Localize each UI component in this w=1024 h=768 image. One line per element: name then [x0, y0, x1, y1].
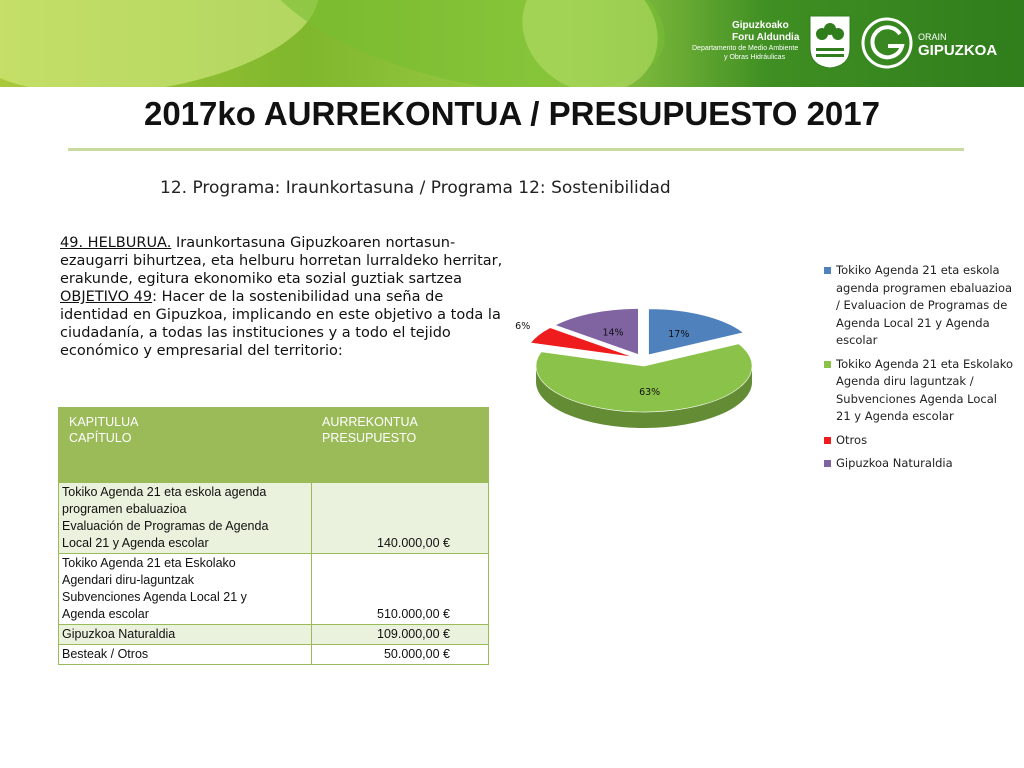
brand-small: ORAIN: [918, 32, 947, 42]
table-header-row: [59, 408, 489, 483]
page-title: 2017ko AURREKONTUA / PRESUPUESTO 2017: [143, 95, 880, 132]
header-banner: [0, 0, 1024, 87]
objective-text: [60, 234, 510, 360]
table-row: [59, 483, 489, 554]
budget-header: [312, 408, 489, 483]
legend-label: Otros: [836, 432, 868, 447]
title-divider: [68, 148, 964, 151]
leaf-decoration: [0, 0, 329, 87]
row-label-line: Besteak / Otros: [62, 647, 149, 661]
row-label-line: Gipuzkoa Naturaldia: [62, 627, 176, 641]
pie-data-label: 14%: [602, 327, 624, 339]
row-label-line: Agendari diru-laguntzak: [62, 573, 195, 587]
row-label: [59, 645, 312, 665]
budget-table: [58, 407, 489, 665]
objetivo-label: OBJETIVO 49: [60, 289, 153, 305]
row-label-line: Tokiko Agenda 21 eta eskola agenda: [62, 485, 267, 499]
row-label: [59, 625, 312, 645]
pie-chart: [505, 290, 765, 450]
program-subtitle: 12. Programa: Iraunkortasuna / Programa 12: Sostenibilidad: [160, 178, 671, 198]
budget-header-es: PRESUPUESTO: [322, 431, 417, 445]
row-label-line: Local 21 y Agenda escolar: [62, 536, 209, 550]
org-name-line2: Foru Aldundia: [732, 32, 800, 43]
coat-of-arms-icon: [808, 14, 852, 70]
objetivo-text: : Hacer de la sostenibilidad una seña de identidad en Gipuzkoa, implicando en este objetivo a toda la ciudadanía, a todas las instituciones y a todo el tejido económico y empresarial del territorio:: [60, 289, 501, 359]
chapter-header-eu: KAPITULUA: [69, 415, 139, 429]
legend-swatch: [824, 361, 831, 368]
row-label-line: Tokiko Agenda 21 eta Eskolako: [62, 556, 236, 570]
pie-data-label: 6%: [515, 320, 531, 332]
row-label-line: Agenda escolar: [62, 607, 149, 621]
legend-label: Tokiko Agenda 21 eta eskola agenda programen ebaluazioa / Evaluacion de Programas de Agenda Local 21 y Agenda escolar: [836, 263, 1013, 347]
orain-gipuzkoa-logo-icon: [860, 16, 914, 70]
legend-swatch: [824, 437, 831, 444]
legend-item: [824, 262, 1014, 350]
budget-header-eu: AURREKONTUA: [322, 415, 418, 429]
org-name-line1: Gipuzkoako: [732, 20, 789, 31]
legend-item: [824, 455, 1014, 473]
legend-label: Tokiko Agenda 21 eta Eskolako Agenda diru laguntzak / Subvenciones Agenda Local 21 y Agenda escolar: [836, 356, 1014, 423]
table-row: [59, 554, 489, 625]
chart-legend: [824, 262, 1014, 479]
header-logos: [684, 0, 1024, 87]
helburua-label: 49. HELBURUA.: [60, 235, 172, 251]
row-label: [59, 483, 312, 554]
table-row: [59, 625, 489, 645]
row-amount: 140.000,00 €: [312, 483, 489, 554]
chapter-header-es: CAPÍTULO: [69, 431, 132, 445]
chapter-header: [59, 408, 312, 483]
row-amount: 50.000,00 €: [312, 645, 489, 665]
row-label-line: Subvenciones Agenda Local 21 y: [62, 590, 247, 604]
pie-data-label: 63%: [639, 387, 661, 399]
row-label: [59, 554, 312, 625]
pie-data-label: 17%: [668, 329, 690, 341]
dept-name-line1: Departamento de Medio Ambiente: [692, 45, 799, 52]
legend-label: Gipuzkoa Naturaldia: [836, 456, 953, 470]
legend-item: [824, 356, 1014, 426]
row-label-line: Evaluación de Programas de Agenda: [62, 519, 269, 533]
legend-swatch: [824, 460, 831, 467]
brand-big: GIPUZKOA: [918, 42, 998, 59]
row-amount: 510.000,00 €: [312, 554, 489, 625]
row-label-line: programen ebaluazioa: [62, 502, 187, 516]
row-amount: 109.000,00 €: [312, 625, 489, 645]
legend-item: [824, 432, 1014, 450]
table-row: [59, 645, 489, 665]
legend-swatch: [824, 267, 831, 274]
helburua-text: Iraunkortasuna Gipuzkoaren nortasun-ezaugarri bihurtzea, eta helburu horretan lurraldeko herritar, erakunde, egitura ekonomiko eta sozial guztiak sartzea: [60, 235, 503, 287]
dept-name-line2: y Obras Hidráulicas: [724, 54, 786, 61]
